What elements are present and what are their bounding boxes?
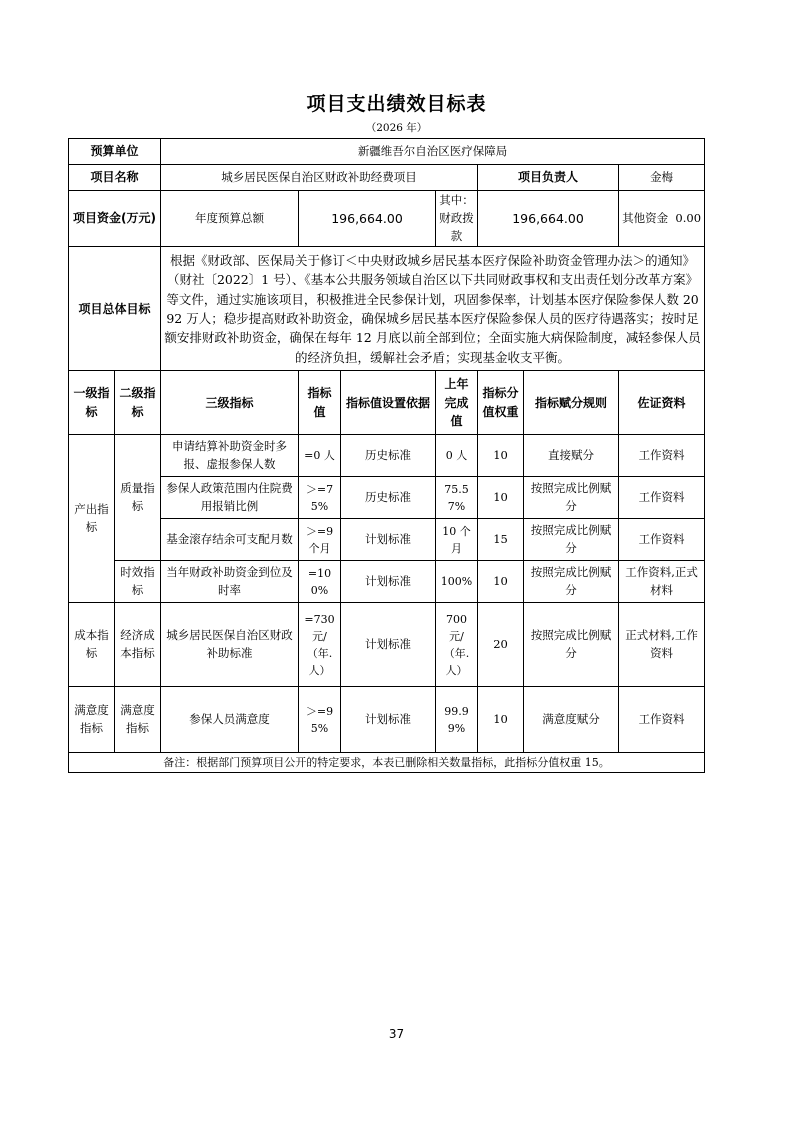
- weight-cell: 10: [478, 561, 524, 603]
- table-note: 备注：根据部门预算项目公开的特定要求，本表已删除相关数量指标，此指标分值权重 15。: [69, 753, 705, 773]
- level2-cell: 时效指标: [115, 561, 161, 603]
- other-funds-amount: 0.00: [675, 210, 702, 225]
- level1-cell: 成本指标: [69, 603, 115, 687]
- basis-cell: 计划标准: [341, 519, 436, 561]
- table-row: [69, 477, 705, 519]
- prev-cell: 700 元/（年.人）: [436, 603, 478, 687]
- value-cell: ＞=75%: [299, 477, 341, 519]
- evidence-cell: 正式材料,工作资料: [619, 603, 705, 687]
- page-title: 项目支出绩效目标表: [306, 93, 487, 115]
- rule-cell: 直接赋分: [524, 435, 619, 477]
- weight-cell: 15: [478, 519, 524, 561]
- level3-cell: 当年财政补助资金到位及时率: [161, 561, 299, 603]
- table-row: [69, 687, 705, 753]
- header-cell: 三级指标: [161, 371, 299, 435]
- page-number: 37: [388, 1027, 405, 1041]
- weight-cell: 20: [478, 603, 524, 687]
- prev-cell: 100%: [436, 561, 478, 603]
- header-cell: 指标值设置依据: [341, 371, 436, 435]
- goal-text: 根据《财政部、医保局关于修订＜中央财政城乡居民基本医疗保险补助资金管理办法＞的通知》（财社〔2022〕1 号）、《基本公共服务领域自治区以下共同财政事权和支出责任划分改革方案》等文件，通过实施该项目，积极推进全民参保计划，巩固参保率，计划基本医疗保险参保人数 2092 万人；稳步提高财政补助资金，确保城乡居民基本医疗保险参保人员的医疗待遇落实；按时足额安排财政补助资金，确保在每年 12 月底以前全部到位；全面实施大病保险制度，减轻参保人员的经济负担，缓解社会矛盾；实现基金收支平衡。: [161, 247, 705, 371]
- fiscal-label: 其中：财政拨款: [436, 191, 478, 247]
- weight-cell: 10: [478, 687, 524, 753]
- header-cell: 二级指标: [115, 371, 161, 435]
- prev-cell: 75.57%: [436, 477, 478, 519]
- basis-cell: 历史标准: [341, 435, 436, 477]
- prev-cell: 99.99%: [436, 687, 478, 753]
- rule-cell: 按照完成比例赋分: [524, 477, 619, 519]
- level1-cell: 产出指标: [69, 435, 115, 603]
- funds-label: 项目资金(万元): [69, 191, 161, 247]
- weight-cell: 10: [478, 435, 524, 477]
- evidence-cell: 工作资料: [619, 519, 705, 561]
- header-cell: 指标分值权重: [478, 371, 524, 435]
- table-row: [69, 519, 705, 561]
- weight-cell: 10: [478, 477, 524, 519]
- annual-budget-label: 年度预算总额: [161, 191, 299, 247]
- year-label: （2026 年）: [365, 122, 428, 134]
- basis-cell: 计划标准: [341, 561, 436, 603]
- project-name-label: 项目名称: [69, 165, 161, 191]
- evidence-cell: 工作资料,正式材料: [619, 561, 705, 603]
- rule-cell: 满意度赋分: [524, 687, 619, 753]
- basis-cell: 历史标准: [341, 477, 436, 519]
- header-cell: 上年完成值: [436, 371, 478, 435]
- evidence-cell: 工作资料: [619, 435, 705, 477]
- rule-cell: 按照完成比例赋分: [524, 561, 619, 603]
- table-row: [69, 435, 705, 477]
- value-cell: =730 元/（年.人）: [299, 603, 341, 687]
- budget-unit-value: 新疆维吾尔自治区医疗保障局: [161, 139, 705, 165]
- prev-cell: 0 人: [436, 435, 478, 477]
- project-leader-value: 金梅: [619, 165, 705, 191]
- goal-label: 项目总体目标: [69, 247, 161, 371]
- header-cell: 指标赋分规则: [524, 371, 619, 435]
- rule-cell: 按照完成比例赋分: [524, 519, 619, 561]
- basis-cell: 计划标准: [341, 687, 436, 753]
- value-cell: =100%: [299, 561, 341, 603]
- other-funds-label: 其他资金: [622, 210, 669, 225]
- level2-cell: 满意度指标: [115, 687, 161, 753]
- value-cell: ＞=95%: [299, 687, 341, 753]
- other-funds-value: [619, 191, 705, 247]
- header-row: [69, 371, 705, 435]
- basis-cell: 计划标准: [341, 603, 436, 687]
- table-row: [69, 561, 705, 603]
- level1-cell: 满意度指标: [69, 687, 115, 753]
- level2-cell: 经济成本指标: [115, 603, 161, 687]
- header-cell: 指标值: [299, 371, 341, 435]
- level3-cell: 城乡居民医保自治区财政补助标准: [161, 603, 299, 687]
- header-cell: 一级指标: [69, 371, 115, 435]
- level3-cell: 基金滚存结余可支配月数: [161, 519, 299, 561]
- annual-budget-value: 196,664.00: [299, 191, 436, 247]
- level3-cell: 参保人政策范围内住院费用报销比例: [161, 477, 299, 519]
- fiscal-value: 196,664.00: [478, 191, 619, 247]
- performance-table: [68, 138, 705, 773]
- level3-cell: 参保人员满意度: [161, 687, 299, 753]
- project-name-value: 城乡居民医保自治区财政补助经费项目: [161, 165, 478, 191]
- level3-cell: 申请结算补助资金时多报、虚报参保人数: [161, 435, 299, 477]
- rule-cell: 按照完成比例赋分: [524, 603, 619, 687]
- prev-cell: 10 个月: [436, 519, 478, 561]
- evidence-cell: 工作资料: [619, 687, 705, 753]
- budget-unit-label: 预算单位: [69, 139, 161, 165]
- value-cell: =0 人: [299, 435, 341, 477]
- project-leader-label: 项目负责人: [478, 165, 619, 191]
- header-cell: 佐证资料: [619, 371, 705, 435]
- level2-cell: 质量指标: [115, 435, 161, 561]
- table-row: [69, 603, 705, 687]
- value-cell: ＞=9 个月: [299, 519, 341, 561]
- evidence-cell: 工作资料: [619, 477, 705, 519]
